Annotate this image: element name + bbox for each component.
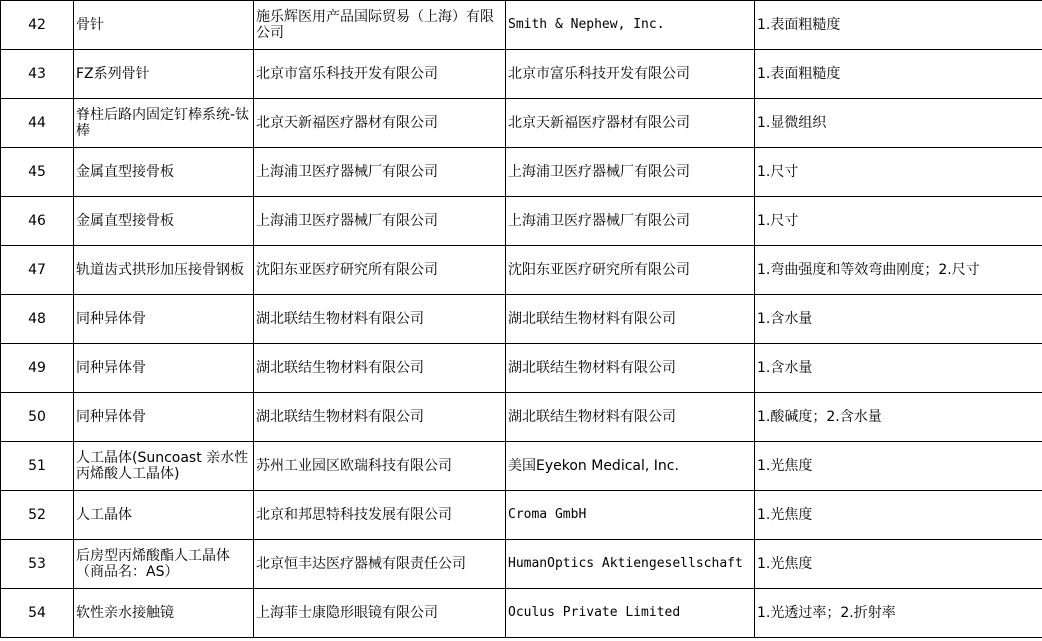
product-name: 人工晶体 [74,491,254,540]
product-name: 同种异体骨 [74,344,254,393]
applicant: 湖北联结生物材料有限公司 [254,393,506,442]
manufacturer: 湖北联结生物材料有限公司 [506,295,755,344]
product-name: 后房型丙烯酸酯人工晶体（商品名：AS） [74,540,254,589]
row-number: 54 [1,589,74,638]
product-name: 金属直型接骨板 [74,148,254,197]
manufacturer: HumanOptics Aktiengesellschaft [506,540,755,589]
row-number: 46 [1,197,74,246]
table-row [1,1,1042,50]
applicant: 北京天新福医疗器材有限公司 [254,99,506,148]
row-number: 49 [1,344,74,393]
row-number: 53 [1,540,74,589]
applicant: 沈阳东亚医疗研究所有限公司 [254,246,506,295]
inspection-item: 1.含水量 [755,344,1042,393]
table-row [1,197,1042,246]
product-name: 脊柱后路内固定钉棒系统-钛棒 [74,99,254,148]
manufacturer: Croma GmbH [506,491,755,540]
manufacturer: 北京市富乐科技开发有限公司 [506,50,755,99]
applicant: 苏州工业园区欧瑞科技有限公司 [254,442,506,491]
inspection-item: 1.光透过率；2.折射率 [755,589,1042,638]
applicant: 上海浦卫医疗器械厂有限公司 [254,197,506,246]
inspection-item: 1.尺寸 [755,148,1042,197]
manufacturer: 湖北联结生物材料有限公司 [506,344,755,393]
table-row [1,50,1042,99]
table-row [1,442,1042,491]
manufacturer: 北京天新福医疗器材有限公司 [506,99,755,148]
table-body [1,1,1042,638]
inspection-item: 1.弯曲强度和等效弯曲刚度；2.尺寸 [755,246,1042,295]
row-number: 47 [1,246,74,295]
table-row [1,246,1042,295]
manufacturer: Smith & Nephew, Inc. [506,1,755,50]
table-row [1,99,1042,148]
applicant: 北京市富乐科技开发有限公司 [254,50,506,99]
product-name: 骨针 [74,1,254,50]
row-number: 50 [1,393,74,442]
product-name: 人工晶体(Suncoast 亲水性丙烯酸人工晶体) [74,442,254,491]
applicant: 北京恒丰达医疗器械有限责任公司 [254,540,506,589]
row-number: 51 [1,442,74,491]
product-name: FZ系列骨针 [74,50,254,99]
inspection-item: 1.光焦度 [755,540,1042,589]
row-number: 48 [1,295,74,344]
table-row [1,393,1042,442]
inspection-item: 1.表面粗糙度 [755,50,1042,99]
product-name: 轨道齿式拱形加压接骨钢板 [74,246,254,295]
row-number: 44 [1,99,74,148]
row-number: 52 [1,491,74,540]
table-row [1,491,1042,540]
applicant: 上海浦卫医疗器械厂有限公司 [254,148,506,197]
table-row [1,540,1042,589]
row-number: 42 [1,1,74,50]
inspection-item: 1.显微组织 [755,99,1042,148]
applicant: 湖北联结生物材料有限公司 [254,344,506,393]
manufacturer: 上海浦卫医疗器械厂有限公司 [506,197,755,246]
table-row [1,148,1042,197]
row-number: 43 [1,50,74,99]
table-row [1,344,1042,393]
manufacturer: 沈阳东亚医疗研究所有限公司 [506,246,755,295]
product-name: 同种异体骨 [74,393,254,442]
inspection-item: 1.表面粗糙度 [755,1,1042,50]
manufacturer: 湖北联结生物材料有限公司 [506,393,755,442]
applicant: 施乐辉医用产品国际贸易（上海）有限公司 [254,1,506,50]
product-name: 同种异体骨 [74,295,254,344]
applicant: 北京和邦思特科技发展有限公司 [254,491,506,540]
table-row [1,295,1042,344]
inspection-item: 1.含水量 [755,295,1042,344]
applicant: 上海菲士康隐形眼镜有限公司 [254,589,506,638]
table-row [1,589,1042,638]
inspection-item: 1.光焦度 [755,491,1042,540]
manufacturer: 上海浦卫医疗器械厂有限公司 [506,148,755,197]
applicant: 湖北联结生物材料有限公司 [254,295,506,344]
manufacturer: Oculus Private Limited [506,589,755,638]
product-name: 金属直型接骨板 [74,197,254,246]
inspection-item: 1.光焦度 [755,442,1042,491]
inspection-item: 1.酸碱度；2.含水量 [755,393,1042,442]
inspection-item: 1.尺寸 [755,197,1042,246]
manufacturer: 美国Eyekon Medical, Inc. [506,442,755,491]
product-name: 软性亲水接触镜 [74,589,254,638]
row-number: 45 [1,148,74,197]
